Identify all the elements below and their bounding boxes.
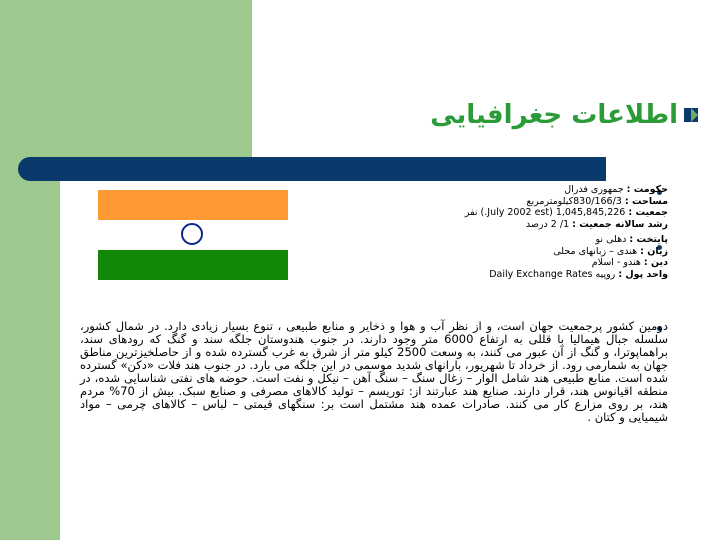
top-green-panel: [0, 0, 252, 158]
fact-value: هندی – زبانهای محلی: [553, 245, 638, 257]
fact-language: [348, 246, 668, 258]
fact-religion: [348, 257, 668, 269]
fact-label: دین :: [643, 257, 668, 268]
facts-list: [348, 184, 668, 280]
fact-label: زبان :: [640, 245, 668, 257]
fact-value: 1,045,845,226 (July 2002 est.) نفر: [464, 207, 626, 218]
fact-value: روپیه Daily Exchange Rates: [489, 268, 616, 280]
geography-paragraph: دومین کشور پرجمعیت جهان است، و از نظر آب و هوا و ذخایر و منابع طبیعی ، تنوع بسیار زیادی دارد. در شمال کشور، سلسله جبال هیمالیا با قللی به ارتفاع 6000 متر وجود دارند. در جنوب هندوستان جلگه سند و گنگ که رودهای سند، براهماپوترا، و گنگ از آن عبور می کنند، به وسعت 2500 کیلو متر از شرق به غرب گسترده شده و از حاصلخیزترین مناطق جهان به شمارمی رود. از خرداد تا شهریور، بارانهای شدید موسمی در این جلگه می بارد. در جنوب هند فلات «دکن» گسترده شده است. منابع طبیعی هند شامل الوار – زغال سنگ – سنگ آهن – نیکل و نفت است. حوضه های نفتی شناسایی شده، در منطقه اقیانوس هند، قرار دارند. صنایع هند عبارتند از: توریسم – تولید کالاهای مصرفی و صنایع سبک. بیش از 70% مردم هند، بر روی مزارع کار می کنند. صادرات عمده هند مشتمل است بر: سنگهای قیمتی – لباس – کالاهای چرمی – مواد شیمیایی و کتان .: [80, 319, 668, 424]
fact-label: واحد پول :: [618, 268, 668, 280]
divider-end-cap: [590, 157, 606, 181]
fact-capital: [348, 234, 668, 246]
fact-label: حکومت :: [626, 184, 668, 195]
fact-value: دهلی نو: [595, 234, 627, 245]
ashoka-chakra-icon: [181, 223, 203, 245]
slide-title: اطلاعات جغرافیایی: [430, 100, 678, 130]
fact-population: [348, 207, 668, 219]
fact-growth: [348, 219, 668, 231]
fact-currency: [348, 269, 668, 281]
india-flag-image: [98, 190, 288, 280]
flag-white-band: [98, 220, 288, 250]
divider-gap: [598, 157, 720, 181]
fact-label: پایتخت :: [629, 234, 668, 245]
fact-value: 830/166/3کیلومترمربع: [526, 195, 622, 207]
fact-label: جمعیت :: [628, 207, 668, 218]
fact-value: جمهوری فدرال: [564, 184, 624, 195]
square-bullet-icon: [684, 108, 698, 122]
fact-value: 1/ 2 درصد: [525, 218, 570, 230]
fact-label: مساحت :: [624, 195, 668, 207]
title-row: [430, 100, 698, 130]
fact-value: هندو - اسلام: [591, 257, 641, 268]
fact-government: [348, 184, 668, 196]
flag-green-band: [98, 250, 288, 280]
fact-label: رشد سالانه جمعیت :: [572, 218, 668, 230]
flag-saffron-band: [98, 190, 288, 220]
fact-area: [348, 196, 668, 208]
